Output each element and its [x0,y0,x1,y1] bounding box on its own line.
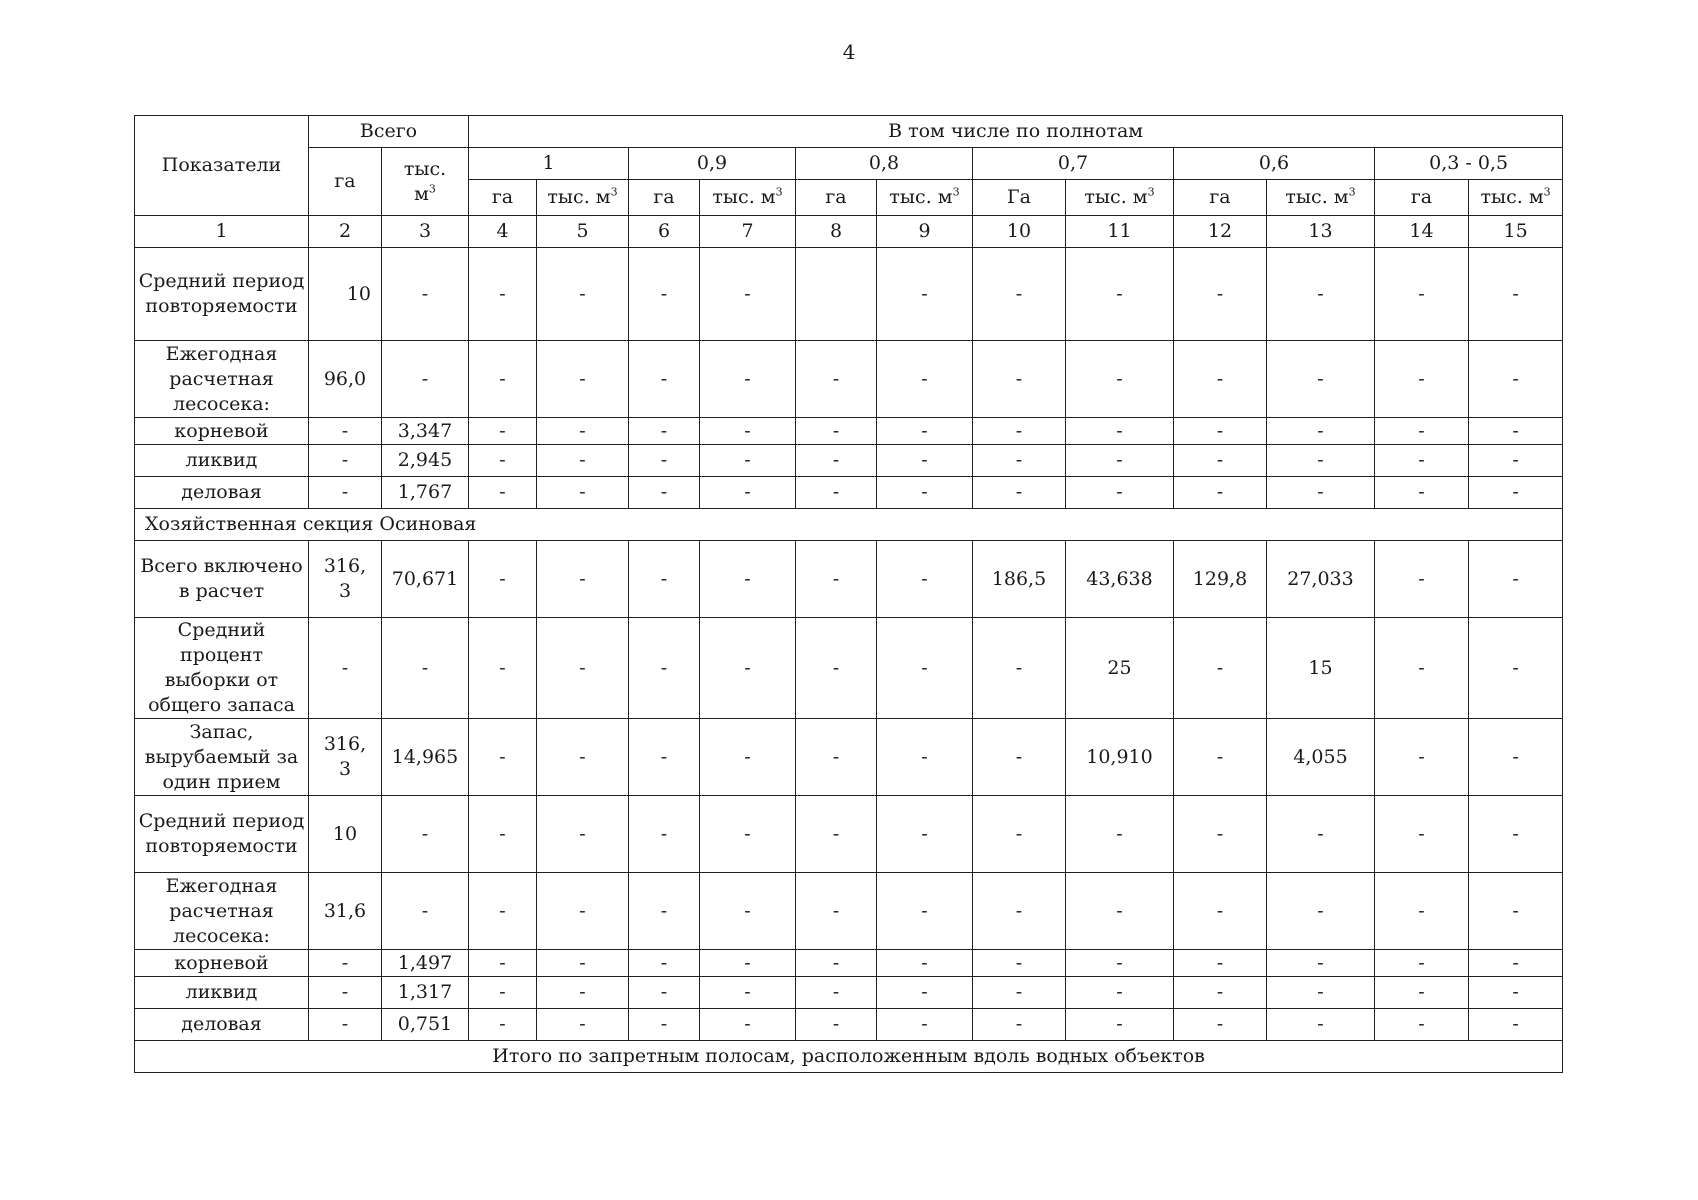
header-total-ha: га [309,148,382,216]
table-cell: - [382,618,469,719]
table-cell: - [629,445,700,477]
table-row [135,719,1563,796]
table-cell: - [629,248,700,341]
table-cell: - [973,477,1066,509]
table-cell: - [309,445,382,477]
table-cell: - [796,1009,877,1041]
table-cell: - [1469,1009,1563,1041]
table-cell: - [537,873,629,950]
section-row [135,509,1563,541]
table-cell: - [1174,418,1267,445]
table-cell: - [629,796,700,873]
header-ha: га [796,180,877,216]
table-cell: - [1375,248,1469,341]
table-cell: 316, 3 [309,541,382,618]
row-label: деловая [135,477,309,509]
table-cell: - [1375,796,1469,873]
table-cell: - [1066,873,1174,950]
table-row [135,796,1563,873]
table-cell: - [1174,341,1267,418]
table-cell: - [1375,873,1469,950]
column-number: 4 [469,216,537,248]
table-cell: - [537,541,629,618]
table-cell: - [796,477,877,509]
table-cell: - [973,873,1066,950]
table-cell: - [1469,341,1563,418]
header-density: 0,3 - 0,5 [1375,148,1563,180]
table-cell: - [877,341,973,418]
table-cell: - [537,950,629,977]
row-label: корневой [135,950,309,977]
table-cell: 10 [309,248,382,341]
table-cell: - [1375,977,1469,1009]
table-cell: - [1267,445,1375,477]
table-cell: - [877,445,973,477]
table-cell: - [382,796,469,873]
table-cell: 186,5 [973,541,1066,618]
table-cell: - [796,719,877,796]
table-cell: 1,317 [382,977,469,1009]
table-cell: - [700,477,796,509]
table-cell: - [796,977,877,1009]
header-thous-m3: тыс. $м^3$ [1469,180,1563,216]
row-label: Средний период повторяемости [135,796,309,873]
table-cell: - [1174,618,1267,719]
table-cell: - [700,445,796,477]
table-cell: - [537,248,629,341]
table-cell: - [629,477,700,509]
table-cell: - [973,445,1066,477]
row-label: ликвид [135,977,309,1009]
table-cell: - [1267,1009,1375,1041]
table-cell: - [1267,873,1375,950]
column-number: 14 [1375,216,1469,248]
table-cell: - [629,977,700,1009]
table-cell: - [1375,719,1469,796]
table-cell: - [1267,341,1375,418]
table-cell: - [1375,1009,1469,1041]
column-number-row [135,216,1563,248]
row-label: Всего включено в расчет [135,541,309,618]
table-cell: - [469,541,537,618]
table-cell: - [973,796,1066,873]
table-row [135,248,1563,341]
table-row [135,418,1563,445]
header-thous-m3: тыс. $м^3$ [1267,180,1375,216]
table-cell: 27,033 [1267,541,1375,618]
table-cell: - [309,1009,382,1041]
table-row [135,445,1563,477]
table-cell: - [469,950,537,977]
table-cell: - [877,1009,973,1041]
table-cell: 10,910 [1066,719,1174,796]
table-cell: - [469,477,537,509]
header-by-density: В том числе по полнотам [469,116,1563,148]
table-cell: - [309,618,382,719]
table-cell: - [700,950,796,977]
table-cell: - [700,719,796,796]
table-cell: - [629,418,700,445]
table-cell: - [700,618,796,719]
column-number: 1 [135,216,309,248]
header-ha: га [1375,180,1469,216]
table-cell: - [1469,248,1563,341]
table-cell: - [537,796,629,873]
table-cell: - [1469,796,1563,873]
table-cell: - [1375,541,1469,618]
table-cell: - [1066,796,1174,873]
table-cell: - [700,873,796,950]
table-cell: - [1469,977,1563,1009]
table-row [135,477,1563,509]
column-number: 12 [1174,216,1267,248]
table-cell: - [1174,950,1267,977]
table-cell: - [382,248,469,341]
table-cell: - [629,873,700,950]
table-cell: - [700,541,796,618]
table-cell: - [1469,950,1563,977]
table-cell: - [309,477,382,509]
table-cell: - [877,873,973,950]
table-cell: - [700,418,796,445]
table-cell: - [877,719,973,796]
table-cell: - [1066,445,1174,477]
column-number: 6 [629,216,700,248]
table-cell: - [629,541,700,618]
table-row [135,950,1563,977]
table-cell: - [1375,618,1469,719]
table-cell: - [629,950,700,977]
header-total: Всего [309,116,469,148]
header-density: 0,8 [796,148,973,180]
header-density: 1 [469,148,629,180]
table-cell: - [973,977,1066,1009]
table-cell [796,248,877,341]
column-number: 10 [973,216,1066,248]
table-cell: - [1375,341,1469,418]
table-cell: - [1267,248,1375,341]
header-density: 0,9 [629,148,796,180]
table-cell: - [796,618,877,719]
table-cell: - [309,950,382,977]
table-cell: - [1174,977,1267,1009]
table-cell: - [1174,1009,1267,1041]
table-cell: - [1174,796,1267,873]
table-cell: - [877,248,973,341]
header-total-thous-m3: тыс. $м^3$ [382,148,469,216]
table-cell: - [1375,477,1469,509]
table-cell: - [537,618,629,719]
table-cell: - [877,618,973,719]
table-cell: - [537,1009,629,1041]
table-cell: - [1174,477,1267,509]
header-ha: га [1174,180,1267,216]
table-cell: - [1469,445,1563,477]
table-cell: - [1174,873,1267,950]
table-cell: - [1375,418,1469,445]
table-cell: - [382,341,469,418]
table-cell: - [629,1009,700,1041]
table-row [135,541,1563,618]
table-cell: - [1066,477,1174,509]
column-number: 7 [700,216,796,248]
header-row-2 [135,148,1563,180]
table-cell: - [796,418,877,445]
table-cell: - [877,541,973,618]
table-cell: - [1174,248,1267,341]
table-row [135,977,1563,1009]
table-cell: - [469,873,537,950]
table-cell: - [973,950,1066,977]
table-cell: 14,965 [382,719,469,796]
table-cell: 4,055 [1267,719,1375,796]
table-cell: - [382,873,469,950]
table-cell: - [877,477,973,509]
table-cell: 3,347 [382,418,469,445]
table-row [135,873,1563,950]
table-cell: 25 [1066,618,1174,719]
header-thous-m3: тыс. $м^3$ [1066,180,1174,216]
header-ha: га [469,180,537,216]
table-row [135,341,1563,418]
table-cell: - [1174,445,1267,477]
header-row-1 [135,116,1563,148]
column-number: 11 [1066,216,1174,248]
table-cell: - [537,341,629,418]
table-cell: - [1066,977,1174,1009]
section-row [135,1041,1563,1073]
table-cell: - [973,618,1066,719]
header-density: 0,7 [973,148,1174,180]
table-cell: 96,0 [309,341,382,418]
table-cell: - [1469,618,1563,719]
table-cell: 2,945 [382,445,469,477]
row-label: Ежегодная расчетная лесосека: [135,341,309,418]
header-indicators: Показатели [135,116,309,216]
column-number: 8 [796,216,877,248]
table-cell: - [1066,248,1174,341]
table-cell: - [1469,477,1563,509]
table-cell: - [469,248,537,341]
table-row [135,618,1563,719]
table-cell: - [1066,341,1174,418]
table-cell: - [469,445,537,477]
column-number: 2 [309,216,382,248]
table-cell: - [1469,873,1563,950]
table-cell: - [973,1009,1066,1041]
forest-harvest-table [134,115,1563,1073]
column-number: 13 [1267,216,1375,248]
table-cell: - [469,341,537,418]
row-label: Ежегодная расчетная лесосека: [135,873,309,950]
table-cell: - [700,1009,796,1041]
table-cell: - [796,341,877,418]
table-cell: - [796,950,877,977]
row-label: Запас, вырубаемый за один прием [135,719,309,796]
table-cell: - [537,977,629,1009]
table-cell: - [877,796,973,873]
column-number: 15 [1469,216,1563,248]
table-cell: - [700,248,796,341]
table-cell: - [629,341,700,418]
table-cell: - [1174,719,1267,796]
section-title: Итого по запретным полосам, расположенным вдоль водных объектов [135,1041,1563,1073]
table-cell: - [1469,719,1563,796]
table-cell: - [469,796,537,873]
table-cell: - [537,418,629,445]
table-cell: - [1267,796,1375,873]
table-cell: 10 [309,796,382,873]
table-cell: - [629,618,700,719]
table-cell: - [973,341,1066,418]
table-cell: - [1469,541,1563,618]
header-thous-m3: тыс. $м^3$ [537,180,629,216]
table-cell: - [1066,418,1174,445]
row-label: деловая [135,1009,309,1041]
column-number: 5 [537,216,629,248]
row-label: ликвид [135,445,309,477]
table-cell: - [469,618,537,719]
table-cell: - [700,796,796,873]
header-thous-m3: тыс. $м^3$ [700,180,796,216]
table-cell: - [1066,1009,1174,1041]
table-cell: - [537,477,629,509]
column-number: 9 [877,216,973,248]
table-row [135,1009,1563,1041]
table-cell: - [1375,950,1469,977]
header-density: 0,6 [1174,148,1375,180]
table-cell: - [1469,418,1563,445]
table-cell: - [796,445,877,477]
table-cell: 31,6 [309,873,382,950]
table-cell: - [469,977,537,1009]
row-label: Средний процент выборки от общего запаса [135,618,309,719]
table-cell: - [796,796,877,873]
table-cell: - [469,1009,537,1041]
table-cell: 0,751 [382,1009,469,1041]
table-cell: - [1267,477,1375,509]
table-cell: - [629,719,700,796]
table-cell: - [1267,418,1375,445]
header-ha: Га [973,180,1066,216]
table-cell: 316, 3 [309,719,382,796]
table-cell: - [796,873,877,950]
header-ha: га [629,180,700,216]
table-cell: - [469,719,537,796]
table-cell: - [1267,977,1375,1009]
table-cell: - [877,977,973,1009]
table-cell: - [973,248,1066,341]
table-cell: 129,8 [1174,541,1267,618]
table-cell: - [537,719,629,796]
table-cell: 43,638 [1066,541,1174,618]
table-cell: - [796,541,877,618]
row-label: Средний период повторяемости [135,248,309,341]
table-cell: - [973,719,1066,796]
section-title: Хозяйственная секция Осиновая [135,509,1563,541]
table-cell: 15 [1267,618,1375,719]
table-cell: - [877,950,973,977]
column-number: 3 [382,216,469,248]
table-cell: - [1375,445,1469,477]
table-cell: 70,671 [382,541,469,618]
table-cell: - [700,341,796,418]
page-number: 4 [842,40,856,64]
table-cell: - [469,418,537,445]
table-cell: - [700,977,796,1009]
table-cell: - [973,418,1066,445]
table-cell: - [537,445,629,477]
table-cell: - [309,977,382,1009]
header-thous-m3: тыс. $м^3$ [877,180,973,216]
table-cell: - [1066,950,1174,977]
table-cell: - [877,418,973,445]
table-cell: - [1267,950,1375,977]
table-cell: - [309,418,382,445]
row-label: корневой [135,418,309,445]
table-cell: 1,497 [382,950,469,977]
table-cell: 1,767 [382,477,469,509]
